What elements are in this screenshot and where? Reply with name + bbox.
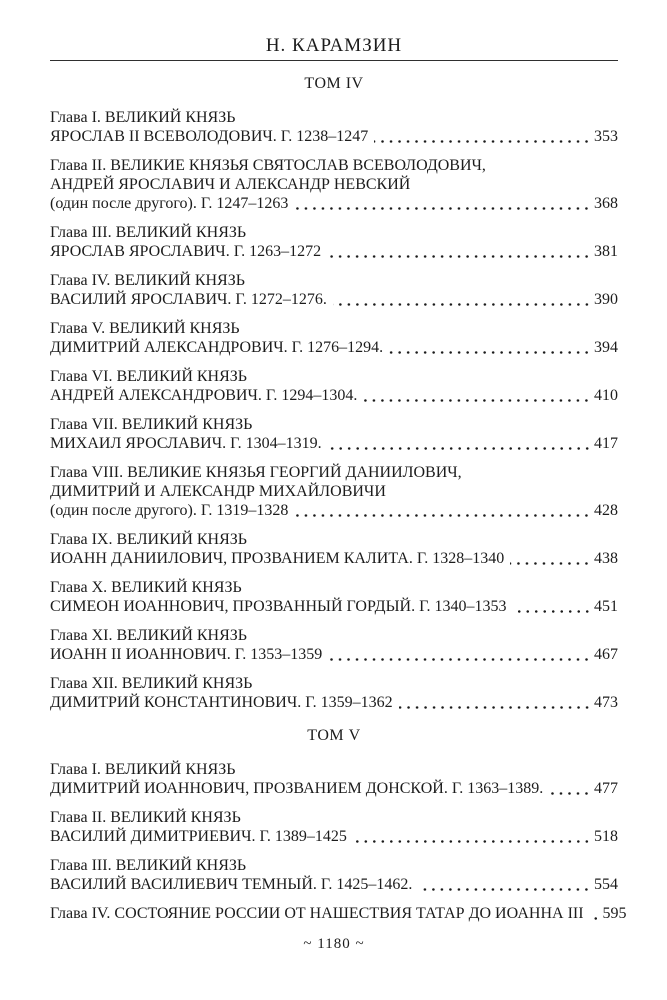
dot-leader [333, 303, 591, 306]
toc-entry-line: Глава X. ВЕЛИКИЙ КНЯЗЬ [50, 579, 242, 596]
toc-entry-text: МИХАИЛ ЯРОСЛАВИЧ. Г. 1304–1319. [50, 435, 322, 452]
toc-entry [50, 108, 618, 146]
dot-leader [389, 351, 591, 354]
dot-leader [328, 447, 591, 450]
toc-entry-leader-line [50, 549, 618, 568]
toc-entry-leader-line [50, 501, 618, 520]
toc-section [50, 74, 618, 712]
toc-entry [50, 367, 618, 405]
dot-leader [294, 207, 591, 210]
dot-leader [549, 792, 591, 795]
toc-entry-leader-line [50, 904, 627, 923]
toc-entry-page-number: 381 [594, 243, 618, 260]
toc-entry-leader-line [50, 386, 618, 405]
toc-entry [50, 808, 618, 846]
toc-entry-text: ЯРОСЛАВ ЯРОСЛАВИЧ. Г. 1263–1272 [50, 243, 322, 260]
toc-entry-text: Глава IV. СОСТОЯНИЕ РОССИИ ОТ НАШЕСТВИЯ ТАТАР ДО ИОАННА III [50, 905, 584, 922]
toc-entry-page-number: 595 [602, 905, 627, 922]
dot-leader [510, 562, 591, 565]
toc-entry-leader-line [50, 290, 618, 309]
toc-entry-line: Глава VIII. ВЕЛИКИЕ КНЯЗЬЯ ГЕОРГИЙ ДАНИИЛОВИЧ, [50, 464, 462, 481]
dot-leader [374, 140, 591, 143]
table-of-contents [50, 74, 627, 923]
toc-entry-page-number: 428 [594, 502, 618, 519]
toc-entry-leader-line [50, 827, 618, 846]
page-header [50, 34, 618, 61]
toc-entry [50, 156, 618, 213]
toc-entry-text: ИОАНН II ИОАННОВИЧ. Г. 1353–1359 [50, 646, 323, 663]
toc-entry [50, 578, 618, 616]
toc-entry-line: Глава II. ВЕЛИКИЕ КНЯЗЬЯ СВЯТОСЛАВ ВСЕВОЛОДОВИЧ, [50, 157, 486, 174]
dot-leader [513, 610, 591, 613]
toc-entry-leader-line [50, 127, 618, 146]
toc-entry-text: ДИМИТРИЙ КОНСТАНТИНОВИЧ. Г. 1359–1362 [50, 694, 393, 711]
toc-entry-line: Глава IX. ВЕЛИКИЙ КНЯЗЬ [50, 531, 247, 548]
toc-entry-line: Глава I. ВЕЛИКИЙ КНЯЗЬ [50, 109, 236, 126]
dot-leader [327, 255, 591, 258]
toc-entry [50, 530, 618, 568]
toc-entry [50, 319, 618, 357]
toc-entry-line: Глава III. ВЕЛИКИЙ КНЯЗЬ [50, 224, 247, 241]
toc-entry-leader-line [50, 645, 618, 664]
toc-entry-text: ДИМИТРИЙ АЛЕКСАНДРОВИЧ. Г. 1276–1294. [50, 339, 384, 356]
dot-leader [328, 658, 591, 661]
toc-entry-page-number: 394 [594, 339, 618, 356]
toc-entry-page-number: 368 [594, 195, 618, 212]
section-entries [50, 108, 618, 712]
toc-entry-text: ВАСИЛИЙ ДИМИТРИЕВИЧ. Г. 1389–1425 [50, 828, 347, 845]
toc-entry-line: Глава IV. ВЕЛИКИЙ КНЯЗЬ [50, 272, 245, 289]
dot-leader [590, 917, 600, 920]
author-header: Н. КАРАМЗИН [265, 35, 403, 56]
toc-entry-leader-line [50, 194, 618, 213]
toc-entry [50, 463, 618, 520]
toc-entry-line: Глава III. ВЕЛИКИЙ КНЯЗЬ [50, 857, 247, 874]
toc-entry-leader-line [50, 693, 618, 712]
toc-entry-page-number: 353 [594, 128, 618, 145]
toc-entry-text: ЯРОСЛАВ II ВСЕВОЛОДОВИЧ. Г. 1238–1247 [50, 128, 369, 145]
volume-title: ТОМ IV [304, 75, 364, 92]
toc-entry-page-number: 390 [594, 291, 618, 308]
toc-entry [50, 223, 618, 261]
toc-entry [50, 626, 618, 664]
toc-entry [50, 856, 618, 894]
toc-entry-leader-line [50, 875, 618, 894]
toc-entry-page-number: 473 [594, 694, 618, 711]
toc-entry-text: ВАСИЛИЙ ВАСИЛИЕВИЧ ТЕМНЫЙ. Г. 1425–1462. [50, 876, 413, 893]
toc-entry-text: ВАСИЛИЙ ЯРОСЛАВИЧ. Г. 1272–1276. [50, 291, 327, 308]
toc-entry-page-number: 518 [594, 828, 618, 845]
toc-entry-page-number: 467 [594, 646, 618, 663]
dot-leader [353, 840, 591, 843]
toc-entry-line: Глава II. ВЕЛИКИЙ КНЯЗЬ [50, 809, 241, 826]
toc-entry [50, 271, 618, 309]
toc-entry [50, 760, 618, 798]
toc-entry-leader-line [50, 434, 618, 453]
dot-leader [399, 706, 591, 709]
toc-entry-page-number: 554 [594, 876, 618, 893]
toc-entry-leader-line [50, 242, 618, 261]
toc-entry-text: (один после другого). Г. 1247–1263 [50, 195, 289, 212]
toc-entry-line: Глава XII. ВЕЛИКИЙ КНЯЗЬ [50, 675, 253, 692]
toc-entry-page-number: 410 [594, 387, 618, 404]
volume-title: ТОМ V [307, 727, 361, 744]
toc-entry [50, 904, 627, 923]
toc-entry-page-number: 451 [594, 598, 618, 615]
toc-entry-text: (один после другого). Г. 1319–1328 [50, 502, 289, 519]
section-entries [50, 760, 627, 923]
toc-entry-line: Глава XI. ВЕЛИКИЙ КНЯЗЬ [50, 627, 247, 644]
toc-entry-line: Глава I. ВЕЛИКИЙ КНЯЗЬ [50, 761, 236, 778]
toc-entry-page-number: 417 [594, 435, 618, 452]
toc-entry-page-number: 438 [594, 550, 618, 567]
folio-page-number: ~ 1180 ~ [303, 936, 365, 952]
toc-entry-text: ИОАНН ДАНИИЛОВИЧ, ПРОЗВАНИЕМ КАЛИТА. Г. 1328–1340 [50, 550, 505, 567]
toc-entry [50, 415, 618, 453]
dot-leader [363, 399, 591, 402]
page-footer [50, 935, 618, 954]
toc-entry-line: Глава VI. ВЕЛИКИЙ КНЯЗЬ [50, 368, 247, 385]
toc-entry-line: АНДРЕЙ ЯРОСЛАВИЧ И АЛЕКСАНДР НЕВСКИЙ [50, 176, 411, 193]
toc-entry-line: ДИМИТРИЙ И АЛЕКСАНДР МИХАЙЛОВИЧИ [50, 483, 386, 500]
toc-section [50, 726, 627, 923]
toc-entry-page-number: 477 [594, 780, 618, 797]
toc-entry-leader-line [50, 597, 618, 616]
toc-entry-leader-line [50, 779, 618, 798]
toc-entry-text: СИМЕОН ИОАННОВИЧ, ПРОЗВАННЫЙ ГОРДЫЙ. Г. 1340–1353 [50, 598, 507, 615]
dot-leader [418, 888, 591, 891]
toc-entry [50, 674, 618, 712]
toc-entry-leader-line [50, 338, 618, 357]
toc-entry-line: Глава V. ВЕЛИКИЙ КНЯЗЬ [50, 320, 240, 337]
toc-entry-text: ДИМИТРИЙ ИОАННОВИЧ, ПРОЗВАНИЕМ ДОНСКОЙ. Г. 1363–1389. [50, 780, 544, 797]
toc-entry-text: АНДРЕЙ АЛЕКСАНДРОВИЧ. Г. 1294–1304. [50, 387, 358, 404]
toc-entry-line: Глава VII. ВЕЛИКИЙ КНЯЗЬ [50, 416, 253, 433]
dot-leader [294, 514, 591, 517]
